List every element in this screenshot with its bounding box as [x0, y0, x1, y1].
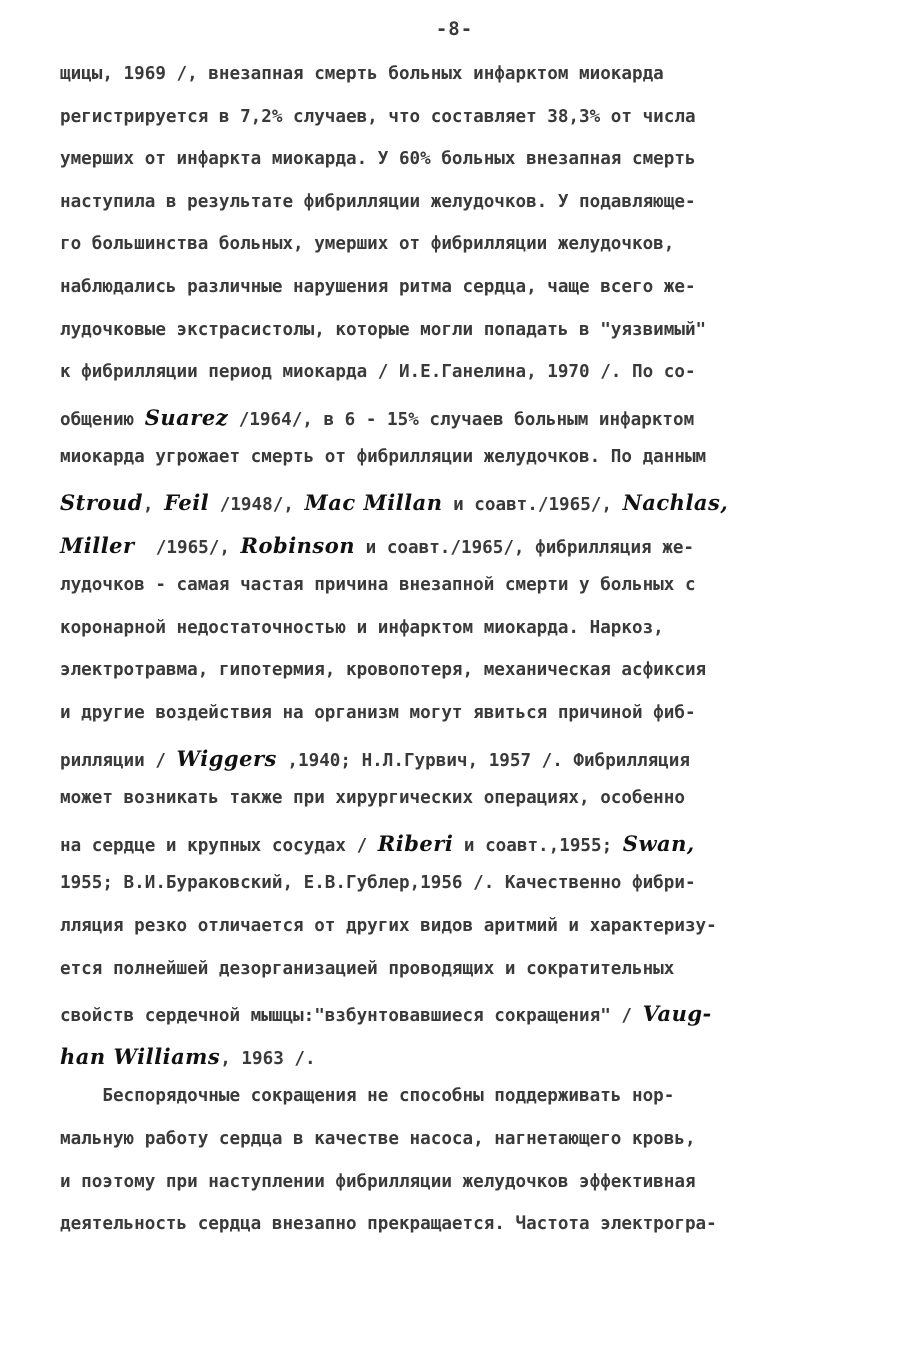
- typed-text: коронарной недостаточностью и инфарктом миокарда. Наркоз,: [60, 617, 664, 638]
- text-line: [60, 492, 728, 515]
- handwritten-name: Robinson: [240, 532, 356, 558]
- typed-text: миокарда угрожает смерть от фибрилляции желудочков. По данным: [60, 447, 707, 468]
- typed-text: и поэтому при наступлении фибрилляции желудочков эффективная: [60, 1171, 696, 1192]
- text-line: [60, 404, 695, 430]
- text-line: [60, 236, 674, 254]
- text-line: [60, 66, 664, 84]
- typed-text: электротравма, гипотермия, кровопотеря, механическая асфиксия: [60, 660, 707, 681]
- typed-text: и соавт.,1955;: [453, 835, 623, 856]
- typed-text: к фибрилляции период миокарда / И.Е.Ганелина, 1970 /. По со-: [60, 362, 696, 383]
- typed-text: лудочков - самая частая причина внезапной смерти у больных с: [60, 575, 696, 596]
- handwritten-name: Nachlas,: [622, 490, 729, 515]
- typed-text: умерших от инфаркта миокарда. У 60% больных внезапная смерть: [60, 149, 696, 170]
- typed-text: на сердце и крупных сосудах /: [60, 835, 378, 856]
- typed-text: ,: [142, 495, 165, 515]
- typed-text: и соавт./1965/,: [442, 495, 623, 515]
- typed-text: свойств сердечной мышцы:"взбунтовавшиеся сокращения" /: [60, 1006, 643, 1027]
- text-line: [60, 279, 696, 297]
- typed-text: /1965/,: [134, 537, 241, 558]
- typed-text: , 1963 /.: [220, 1048, 316, 1069]
- typed-text: и другие воздействия на организм могут явиться причиной фиб-: [60, 703, 696, 723]
- handwritten-name: han Williams: [60, 1043, 221, 1069]
- text-line: [60, 958, 675, 979]
- text-line: [60, 319, 707, 340]
- text-line: [60, 662, 706, 680]
- handwritten-name: Swan,: [622, 830, 695, 856]
- page-number: -8-: [435, 18, 474, 40]
- handwritten-name: Stroud: [60, 490, 143, 515]
- typed-text: го большинства больных, умерших от фибрилляции желудочков,: [60, 234, 675, 255]
- text-line: [60, 364, 696, 382]
- handwritten-name: Mac Millan: [304, 490, 443, 515]
- typed-text: /1964/, в 6 - 15% случаев больным инфарктом: [228, 409, 695, 430]
- typed-text: мальную работу сердца в качестве насоса, нагнетающего кровь,: [60, 1129, 696, 1149]
- typed-text: ется полнейшей дезорганизацией проводящих и сократительных: [60, 958, 675, 979]
- handwritten-name: Feil: [164, 490, 210, 515]
- text-line: [60, 532, 695, 558]
- text-line: [60, 617, 664, 638]
- text-line: [60, 191, 696, 212]
- handwritten-name: Suarez: [144, 404, 229, 430]
- handwritten-name: Wiggers: [176, 745, 277, 771]
- typed-text: рилляции /: [60, 750, 177, 771]
- text-line: [60, 705, 696, 723]
- handwritten-name: Miller: [60, 532, 135, 558]
- typed-text: /1948/,: [209, 495, 305, 515]
- typed-text: 1955; В.И.Бураковский, Е.В.Гублер,1956 /. Качественно фибри-: [60, 873, 696, 894]
- typed-text: может возникать также при хирургических операциях, особенно: [60, 788, 685, 809]
- text-line: [60, 918, 717, 936]
- typed-text: лудочковые экстрасистолы, которые могли попадать в "уязвимый": [60, 319, 707, 340]
- text-line: [60, 151, 696, 169]
- text-line: [60, 745, 690, 771]
- typed-text: наступила в результате фибрилляции желудочков. У подавляюще-: [60, 191, 696, 212]
- text-line: [60, 1131, 696, 1149]
- typed-text: ,1940; Н.Л.Гурвич, 1957 /. Фибрилляция: [276, 750, 690, 771]
- text-line: [60, 1216, 717, 1234]
- handwritten-name: Vaug-: [642, 1001, 712, 1027]
- typed-text: общению: [60, 409, 145, 430]
- text-line: [60, 449, 706, 467]
- typed-text: лляция резко отличается от других видов аритмий и характеризу-: [60, 916, 717, 936]
- text-line: [60, 1043, 316, 1069]
- typed-text: и соавт./1965/, фибрилляция же-: [355, 537, 695, 558]
- typed-text: наблюдались различные нарушения ритма сердца, чаще всего же-: [60, 277, 696, 297]
- typed-text: регистрируется в 7,2% случаев, что составляет 38,3% от числа: [60, 106, 696, 127]
- typed-text: Беспорядочные сокращения не способны поддерживать нор-: [60, 1086, 675, 1107]
- text-line: [60, 1088, 674, 1106]
- text-line: [60, 1171, 696, 1192]
- text-line: [60, 106, 696, 127]
- text-line: [60, 1003, 712, 1026]
- text-line: [60, 790, 685, 808]
- typed-text: деятельность сердца внезапно прекращается. Частота электрогра-: [60, 1214, 717, 1235]
- handwritten-name: Riberi: [377, 830, 454, 856]
- text-line: [60, 577, 696, 595]
- text-line: [60, 830, 695, 856]
- typed-text: щицы, 1969 /, внезапная смерть больных инфарктом миокарда: [60, 64, 664, 84]
- text-line: [60, 875, 696, 893]
